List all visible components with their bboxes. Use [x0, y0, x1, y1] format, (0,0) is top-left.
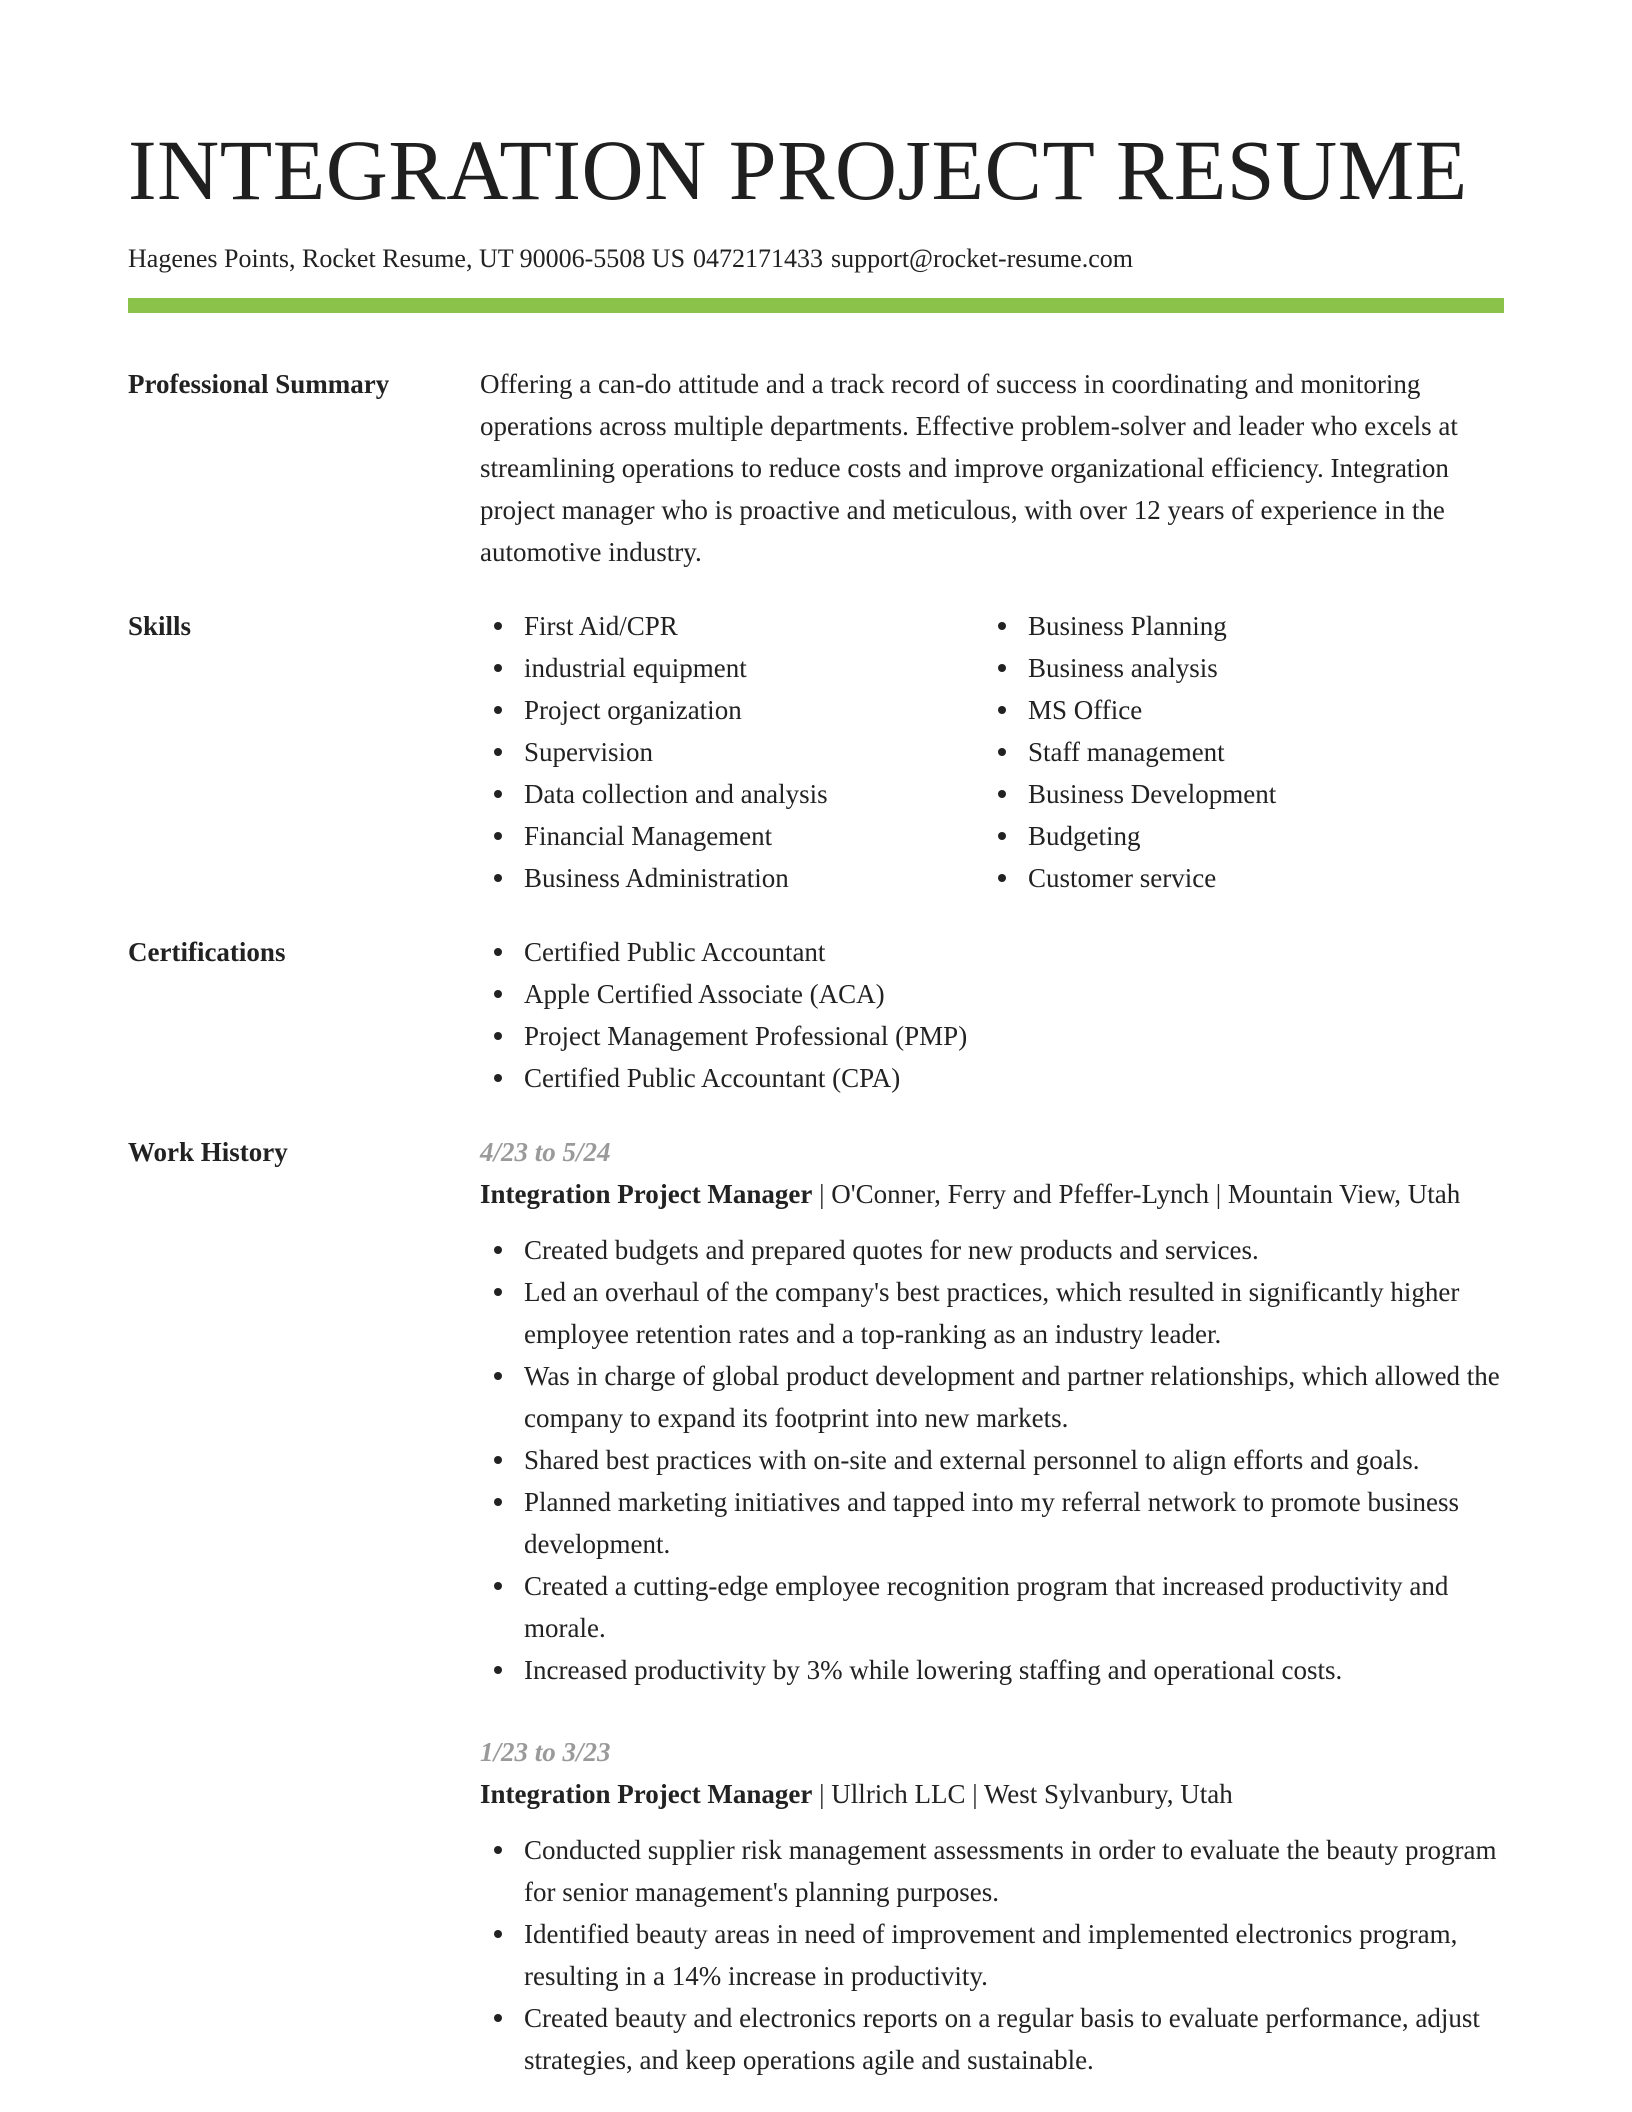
resume-page — [128, 120, 1504, 2081]
skill-item: First Aid/CPR — [480, 605, 984, 647]
resume-name: INTEGRATION PROJECT RESUME — [128, 122, 1468, 218]
skill-item: Budgeting — [984, 815, 1488, 857]
job-bullet: Identified beauty areas in need of improvement and implemented electronics program, resulting in a 14% increase in productivity. — [480, 1913, 1504, 1997]
contact-email: support@rocket-resume.com — [831, 244, 1133, 273]
job-bullet: Planned marketing initiatives and tapped into my referral network to promote business development. — [480, 1481, 1504, 1565]
skill-item: MS Office — [984, 689, 1488, 731]
skill-item: Business Administration — [480, 857, 984, 899]
job-role: Integration Project Manager — [480, 1179, 813, 1209]
job-bullets — [480, 1229, 1504, 1691]
certification-item: Certified Public Accountant — [480, 931, 1504, 973]
job-dates: 4/23 to 5/24 — [480, 1137, 611, 1167]
certification-item: Project Management Professional (PMP) — [480, 1015, 1504, 1057]
job-dates: 1/23 to 3/23 — [480, 1737, 611, 1767]
job-bullet: Shared best practices with on-site and external personnel to align efforts and goals. — [480, 1439, 1504, 1481]
skill-item: Supervision — [480, 731, 984, 773]
skill-item: industrial equipment — [480, 647, 984, 689]
job-header — [480, 1173, 1504, 1215]
certifications-body — [480, 931, 1504, 1099]
job-bullet: Led an overhaul of the company's best practices, which resulted in significantly higher employee retention rates and a top-ranking as an industry leader. — [480, 1271, 1504, 1355]
summary-section — [128, 363, 1504, 573]
certifications-list — [480, 931, 1504, 1099]
skill-item: Customer service — [984, 857, 1488, 899]
job-header — [480, 1773, 1504, 1815]
work-history-section — [128, 1131, 1504, 2081]
work-history-heading: Work History — [128, 1137, 288, 1167]
skill-item: Staff management — [984, 731, 1488, 773]
skill-item: Business Development — [984, 773, 1488, 815]
skill-item: Project organization — [480, 689, 984, 731]
job-bullet: Created budgets and prepared quotes for new products and services. — [480, 1229, 1504, 1271]
skill-item: Data collection and analysis — [480, 773, 984, 815]
job-details: | O'Conner, Ferry and Pfeffer-Lynch | Mountain View, Utah — [812, 1179, 1461, 1209]
summary-text: Offering a can-do attitude and a track record of success in coordinating and monitoring operations across multiple departments. Effective problem-solver and leader who excels at streamlining operations to reduce costs and improve organizational efficiency. Integration project manager who is proactive and meticulous, with over 12 years of experience in the automotive industry. — [480, 369, 1458, 567]
contact-phone: 0472171433 — [693, 244, 824, 273]
job-bullets — [480, 1829, 1504, 2081]
job-bullet: Was in charge of global product development and partner relationships, which allowed the company to expand its footprint into new markets. — [480, 1355, 1504, 1439]
header-divider — [128, 298, 1504, 313]
skills-list-right — [984, 605, 1488, 899]
job-details: | Ullrich LLC | West Sylvanbury, Utah — [812, 1779, 1233, 1809]
contact-line — [128, 242, 1504, 276]
certification-item: Certified Public Accountant (CPA) — [480, 1057, 1504, 1099]
skills-section — [128, 605, 1504, 899]
contact-address: Hagenes Points, Rocket Resume, UT 90006-5508 US — [128, 244, 686, 273]
certification-item: Apple Certified Associate (ACA) — [480, 973, 1504, 1015]
job-bullet: Created a cutting-edge employee recognition program that increased productivity and morale. — [480, 1565, 1504, 1649]
skills-columns — [480, 605, 1504, 899]
job-role: Integration Project Manager — [480, 1779, 813, 1809]
skill-item: Financial Management — [480, 815, 984, 857]
job-bullet: Created beauty and electronics reports on a regular basis to evaluate performance, adjust strategies, and keep operations agile and sustainable. — [480, 1997, 1504, 2081]
summary-heading: Professional Summary — [128, 369, 390, 399]
skill-item: Business Planning — [984, 605, 1488, 647]
skills-list-left — [480, 605, 984, 899]
skill-item: Business analysis — [984, 647, 1488, 689]
certifications-section — [128, 931, 1504, 1099]
job-bullet: Conducted supplier risk management assessments in order to evaluate the beauty program for senior management's planning purposes. — [480, 1829, 1504, 1913]
skills-heading: Skills — [128, 611, 192, 641]
certifications-heading: Certifications — [128, 937, 286, 967]
job-entry — [480, 1731, 1504, 2081]
job-bullet: Increased productivity by 3% while lowering staffing and operational costs. — [480, 1649, 1504, 1691]
work-history-body — [480, 1131, 1504, 2081]
job-entry — [480, 1131, 1504, 1691]
